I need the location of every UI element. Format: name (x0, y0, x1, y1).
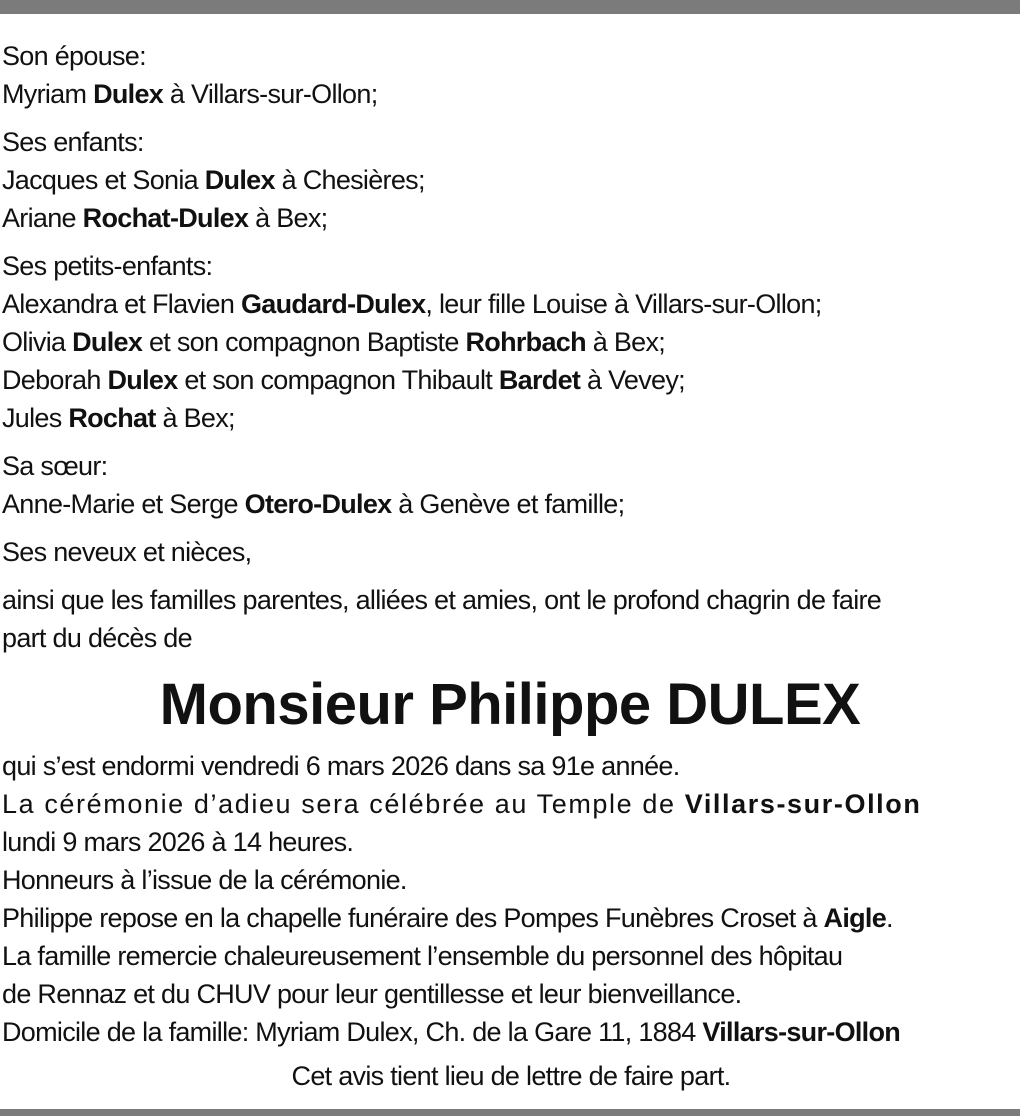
spouse-group (2, 37, 1020, 113)
grandchild-line: Olivia Dulex et son compagnon Baptiste Rohrbach à Bex; (2, 327, 666, 357)
child-line: Ariane Rochat-Dulex à Bex; (2, 203, 328, 233)
spouse-heading: Son épouse: (2, 41, 146, 71)
grandchild-line: Alexandra et Flavien Gaudard-Dulex, leur fille Louise à Villars-sur-Ollon; (2, 289, 822, 319)
grandchild-line: Deborah Dulex et son compagnon Thibault Bardet à Vevey; (2, 365, 685, 395)
family-address-line: Domicile de la famille: Myriam Dulex, Ch. de la Gare 11, 1884 Villars-sur-Ollon (2, 1017, 901, 1047)
children-heading: Ses enfants: (2, 127, 144, 157)
children-group (2, 123, 1020, 237)
passing-line: qui s’est endormi vendredi 6 mars 2026 dans sa 91e année. (2, 751, 680, 781)
grandchildren-heading: Ses petits-enfants: (2, 251, 213, 281)
chapel-line: Philippe repose en la chapelle funéraire des Pompes Funèbres Croset à Aigle. (2, 903, 893, 933)
honours-line: Honneurs à l’issue de la cérémonie. (2, 865, 407, 895)
sister-heading: Sa sœur: (2, 451, 108, 481)
intro-line: part du décès de (2, 623, 192, 653)
sister-line: Anne-Marie et Serge Otero-Dulex à Genève et famille; (2, 489, 625, 519)
ceremony-date-line: lundi 9 mars 2026 à 14 heures. (2, 827, 354, 857)
deceased-name: Monsieur Philippe DULEX (159, 672, 861, 737)
top-rule (0, 0, 1020, 14)
bottom-rule (0, 1109, 1020, 1116)
obituary-notice (2, 37, 1020, 1095)
details-block (2, 747, 1020, 1051)
child-line: Jacques et Sonia Dulex à Chesières; (2, 165, 425, 195)
spouse-line: Myriam Dulex à Villars-sur-Ollon; (2, 79, 378, 109)
grandchild-line: Jules Rochat à Bex; (2, 403, 235, 433)
sister-group (2, 447, 1020, 523)
intro-line: ainsi que les familles parentes, alliées et amies, ont le profond chagrin de faire (2, 585, 882, 615)
thanks-line-2: de Rennaz et du CHUV pour leur gentillesse et leur bienveillance. (2, 979, 742, 1009)
ceremony-line: La cérémonie d’adieu sera célébrée au Temple de Villars-sur-Ollon (2, 789, 922, 819)
announcement-intro (2, 581, 1020, 657)
grandchildren-group (2, 247, 1020, 437)
closing-note: Cet avis tient lieu de lettre de faire part. (291, 1061, 731, 1091)
nephews-line: Ses neveux et nièces, (2, 537, 252, 567)
nephews-group (2, 533, 1020, 571)
thanks-line: La famille remercie chaleureusement l’ensemble du personnel des hôpitau (2, 941, 843, 971)
